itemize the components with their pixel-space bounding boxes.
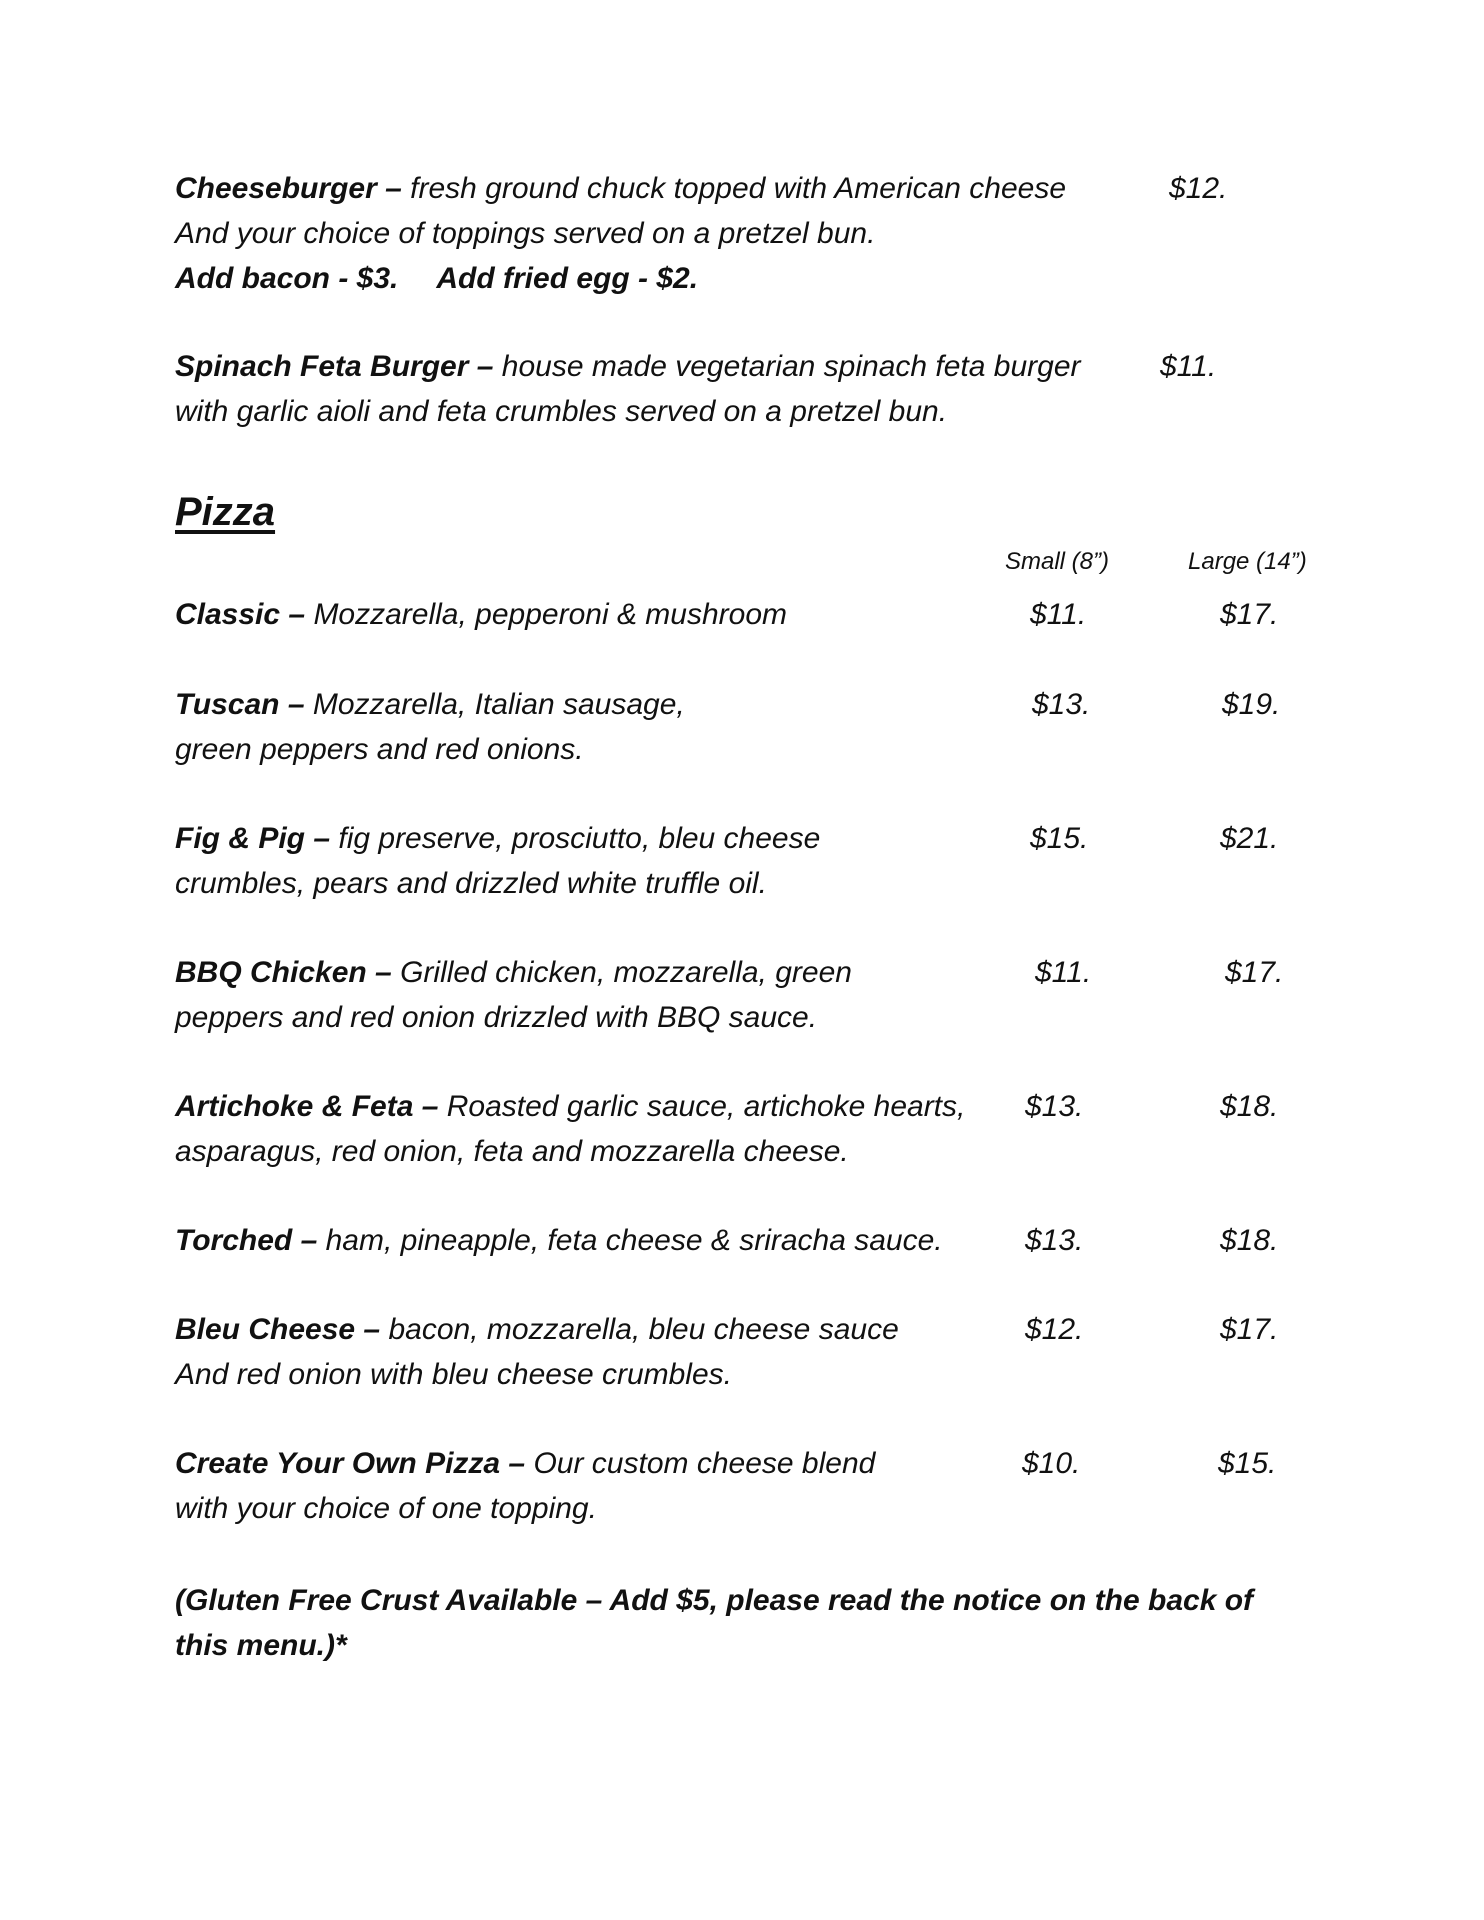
price-small: $12. [1025, 1313, 1084, 1346]
dash: – [413, 1090, 439, 1123]
section-heading-pizza: Pizza [175, 490, 276, 534]
item-name: Classic [175, 598, 281, 631]
dash: – [500, 1447, 526, 1480]
item-line-1 [175, 688, 685, 722]
item-name: Tuscan [175, 688, 280, 721]
item-description-2: And red onion with bleu cheese crumbles. [175, 1358, 732, 1391]
item-line-1 [175, 1090, 965, 1124]
item-description: ham, pineapple, feta cheese & sriracha sauce. [317, 1224, 943, 1257]
dash: – [376, 172, 402, 205]
item-name: BBQ Chicken [175, 956, 367, 989]
price-large: $21. [1220, 822, 1279, 855]
item-description-2: green peppers and red onions. [175, 733, 584, 766]
price-small: $13. [1032, 688, 1091, 721]
item-description-2: And your choice of toppings served on a pretzel bun. [175, 217, 876, 250]
dash: – [305, 822, 331, 855]
item-description: Grilled chicken, mozzarella, green [391, 956, 852, 989]
dash: – [366, 956, 392, 989]
dash: – [292, 1224, 318, 1257]
item-name: Fig & Pig [175, 822, 305, 855]
item-line-1 [175, 1313, 899, 1347]
addon-egg: Add fried egg - $2. [436, 262, 699, 295]
item-description: fresh ground chuck topped with American cheese [401, 172, 1067, 205]
price-large: $17. [1220, 598, 1279, 631]
price-small: $11. [1030, 598, 1087, 631]
price-small: $11. [1035, 956, 1092, 989]
price-large: $17. [1225, 956, 1284, 989]
item-description: Roasted garlic sauce, artichoke hearts, [438, 1090, 966, 1123]
item-description-2: peppers and red onion drizzled with BBQ sauce. [175, 1001, 818, 1034]
item-description-2: crumbles, pears and drizzled white truffle oil. [175, 867, 767, 900]
item-description: Mozzarella, pepperoni & mushroom [305, 598, 787, 631]
column-header-large: Large (14”) [1188, 548, 1307, 575]
price-small: $13. [1025, 1224, 1084, 1257]
item-description: bacon, mozzarella, bleu cheese sauce [380, 1313, 899, 1346]
item-description-2: with garlic aioli and feta crumbles served on a pretzel bun. [175, 395, 948, 428]
item-line-1 [175, 350, 1081, 384]
item-line-1 [175, 1447, 875, 1481]
item-line-1 [175, 172, 1066, 206]
price-large: $18. [1220, 1224, 1279, 1257]
price-small: $10. [1022, 1447, 1081, 1480]
item-line-1 [175, 956, 852, 990]
dash: – [280, 598, 306, 631]
item-line-1 [175, 822, 820, 856]
price-small: $15. [1030, 822, 1089, 855]
item-line-1 [175, 1224, 943, 1258]
gluten-free-notice: (Gluten Free Crust Available – Add $5, please read the notice on the back of this menu.)* [175, 1584, 1254, 1662]
item-description: Our custom cheese blend [525, 1447, 876, 1480]
dash: – [279, 688, 305, 721]
price-large: $17. [1220, 1313, 1279, 1346]
dash: – [468, 350, 494, 383]
item-description: Mozzarella, Italian sausage, [304, 688, 685, 721]
item-name: Artichoke & Feta [175, 1090, 414, 1123]
dash: – [355, 1313, 381, 1346]
item-price: $11. [1160, 350, 1217, 383]
price-large: $15. [1218, 1447, 1277, 1480]
item-name: Cheeseburger [175, 172, 377, 205]
item-description-2: asparagus, red onion, feta and mozzarella cheese. [175, 1135, 849, 1168]
item-description-2: with your choice of one topping. [175, 1492, 597, 1525]
addon-bacon: Add bacon - $3. [175, 262, 399, 295]
item-name: Bleu Cheese [175, 1313, 356, 1346]
column-header-small: Small (8”) [1005, 548, 1110, 575]
item-name: Spinach Feta Burger [175, 350, 469, 383]
price-large: $19. [1222, 688, 1281, 721]
item-name: Create Your Own Pizza [175, 1447, 501, 1480]
item-line-1 [175, 598, 787, 632]
price-large: $18. [1220, 1090, 1279, 1123]
addon-line [175, 262, 698, 296]
item-name: Torched [175, 1224, 293, 1257]
item-description: fig preserve, prosciutto, bleu cheese [330, 822, 821, 855]
item-price: $12. [1169, 172, 1228, 205]
item-description: house made vegetarian spinach feta burger [493, 350, 1081, 383]
price-small: $13. [1025, 1090, 1084, 1123]
